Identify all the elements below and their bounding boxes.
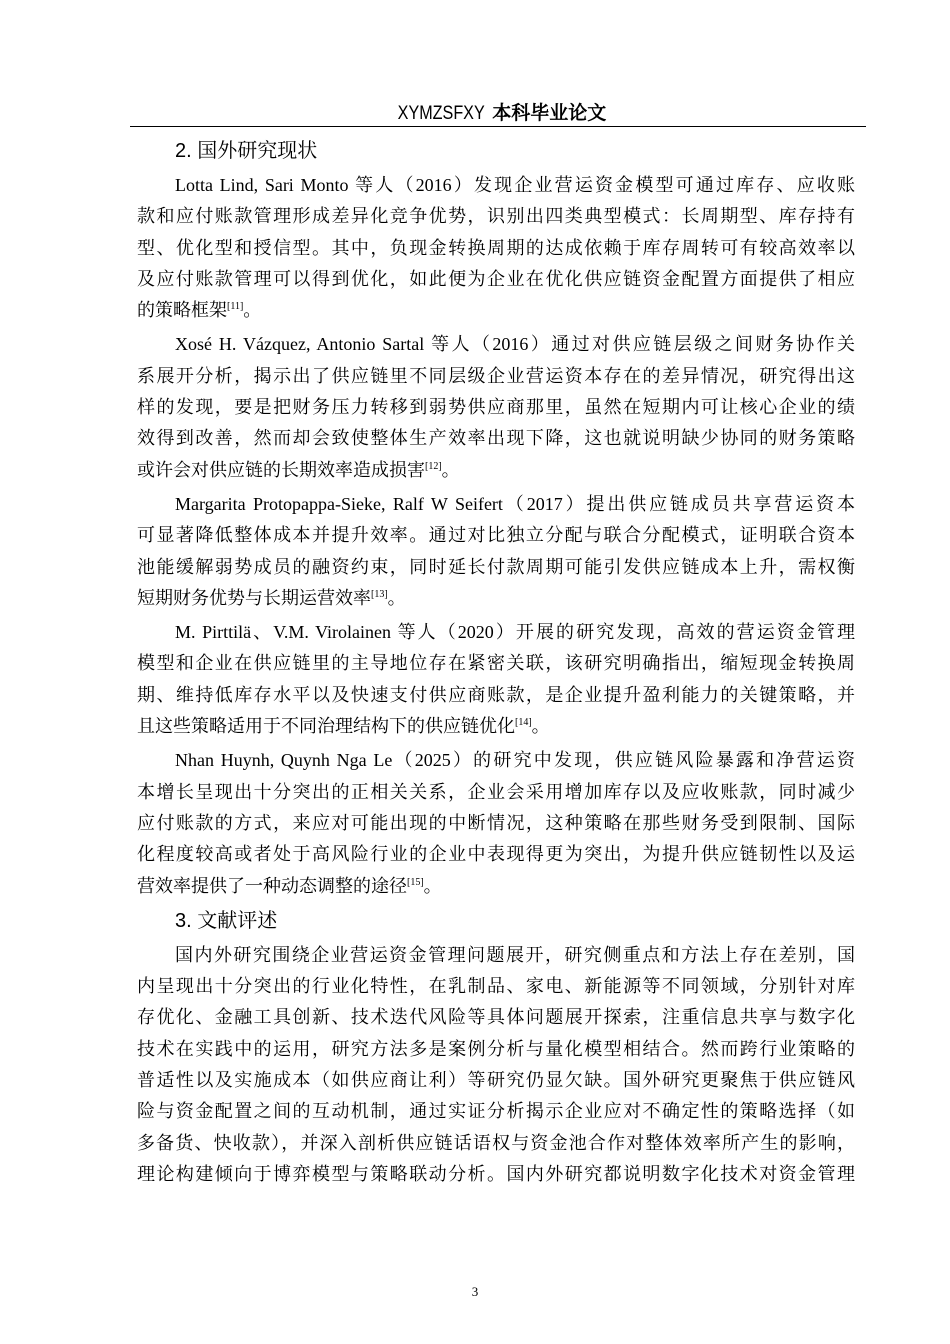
citation-ref: [12] (425, 460, 442, 472)
line-text: Margarita Protopappa-Sieke, Ralf W Seifert（2017）提出供应链成员共享营运资本 (175, 493, 855, 514)
text-line (137, 1034, 855, 1065)
text-line (137, 680, 855, 711)
line-end: 。 (423, 875, 442, 896)
line-text: 池能缓解弱势成员的融资约束，同时延长付款周期可能引发供应链成本上升，需权衡 (137, 556, 855, 577)
text-line (137, 361, 855, 392)
section-heading: 2. 国外研究现状 (175, 140, 318, 162)
line-text: 理论构建倾向于博弈模型与策略联动分析。国内外研究都说明数字化技术对资金管理 (137, 1163, 855, 1184)
text-line (137, 871, 855, 902)
page-number: 3 (471, 1284, 479, 1299)
line-text: 模型和企业在供应链里的主导地位存在紧密关联，该研究明确指出，缩短现金转换周 (137, 653, 855, 674)
paragraph (137, 745, 855, 901)
text-line (137, 971, 855, 1002)
line-text: 险与资金配置之间的互动机制，通过实证分析揭示企业应对不确定性的策略选择（如 (137, 1101, 855, 1122)
line-text: 可显著降低整体成本并提升效率。通过对比独立分配与联合分配模式，证明联合资本 (137, 525, 855, 546)
line-text: 多备货、快收款），并深入剖析供应链话语权与资金池合作对整体效率所产生的影响， (137, 1132, 855, 1153)
paragraph (137, 940, 855, 1190)
line-text: 应付账款的方式，来应对可能出现的中断情况，这种策略在那些财务受到限制、国际 (137, 812, 855, 833)
text-line (137, 1096, 855, 1127)
line-text: 期、维持低库存水平以及快速支付供应商账款，是企业提升盈利能力的关键策略，并 (137, 684, 855, 705)
line-text: 技术在实践中的运用，研究方法多是案例分析与量化模型相结合。然而跨行业策略的 (137, 1038, 855, 1059)
line-text: M. Pirttilä、V.M. Virolainen 等人（2020）开展的研究发现，高效的营运资金管理 (175, 622, 855, 643)
line-text: 的策略框架 (137, 300, 227, 321)
line-end: 。 (441, 459, 460, 480)
text-line (137, 711, 855, 742)
line-text: 系展开分析，揭示出了供应链里不同层级企业营运资本存在的差异情况，研究得出这 (137, 365, 855, 386)
line-text: 存优化、金融工具创新、技术迭代风险等具体问题展开探索，注重信息共享与数字化 (137, 1007, 855, 1028)
text-line (137, 295, 855, 326)
paragraph (137, 489, 855, 614)
text-line (137, 520, 855, 551)
paragraph (137, 329, 855, 485)
line-text: 样的发现，要是把财务压力转移到弱势供应商那里，虽然在短期内可让核心企业的绩 (137, 397, 855, 418)
line-text: 化程度较高或者处于高风险行业的企业中表现得更为突出，为提升供应链韧性以及运 (137, 844, 855, 865)
line-text: 及应付账款管理可以得到优化，如此便为企业在优化供应链资金配置方面提供了相应 (137, 268, 855, 289)
line-text: 型、优化型和授信型。其中，负现金转换周期的达成依赖于库存周转可有较高效率以 (137, 237, 855, 258)
line-end: 。 (387, 587, 406, 608)
line-text: Nhan Huynh, Quynh Nga Le（2025）的研究中发现，供应链风险暴露和净营运资 (175, 750, 855, 771)
text-line (137, 839, 855, 870)
paragraph (137, 617, 855, 742)
text-line (137, 170, 855, 201)
line-text: 短期财务优势与长期运营效率 (137, 587, 371, 608)
header-title: 本科毕业论文 (492, 102, 607, 124)
text-line (137, 583, 855, 614)
line-text: 或许会对供应链的长期效率造成损害 (137, 459, 425, 480)
text-line (137, 745, 855, 776)
line-text: 款和应付账款管理形成差异化竞争优势，识别出四类典型模式：长周期型、库存持有 (137, 206, 855, 227)
text-line (137, 552, 855, 583)
text-line (137, 940, 855, 971)
text-line (137, 777, 855, 808)
line-text: 内呈现出十分突出的行业化特性，在乳制品、家电、新能源等不同领域，分别针对库 (137, 976, 855, 997)
text-line (137, 264, 855, 295)
text-line (137, 455, 855, 486)
text-line (137, 329, 855, 360)
text-line (137, 808, 855, 839)
line-text: Xosé H. Vázquez, Antonio Sartal 等人（2016）通过对供应链层级之间财务协作关 (175, 334, 855, 355)
line-text: Lotta Lind, Sari Monto 等人（2016）发现企业营运资金模型可通过库存、应收账 (175, 175, 855, 195)
citation-ref: [13] (371, 588, 388, 600)
line-text: 国内外研究围绕企业营运资金管理问题展开，研究侧重点和方法上存在差别，国 (175, 944, 855, 965)
text-line (137, 201, 855, 232)
text-line (137, 423, 855, 454)
citation-ref: [15] (407, 876, 424, 888)
section-heading: 3. 文献评述 (175, 909, 278, 932)
text-line (137, 392, 855, 423)
text-line (137, 1159, 855, 1190)
text-line (137, 648, 855, 679)
line-text: 本增长呈现出十分突出的正相关关系，企业会采用增加库存以及应收账款，同时减少 (137, 781, 855, 802)
header-rule (130, 126, 866, 127)
line-text: 普适性以及实施成本（如供应商让利）等研究仍显欠缺。国外研究更聚焦于供应链风 (137, 1070, 855, 1091)
line-end: 。 (531, 716, 550, 737)
line-text: 且这些策略适用于不同治理结构下的供应链优化 (137, 716, 515, 737)
line-text: 效得到改善，然而却会致使整体生产效率出现下降，这也就说明缺少协同的财务策略 (137, 428, 855, 449)
header-school-code: XYMZSFXY (397, 103, 485, 124)
text-line (137, 1065, 855, 1096)
text-line (137, 1002, 855, 1033)
citation-ref: [14] (515, 717, 532, 729)
page-header (130, 100, 866, 127)
line-end: 。 (243, 300, 262, 321)
text-line (137, 1128, 855, 1159)
paragraph (137, 170, 855, 326)
text-line (137, 489, 855, 520)
text-line (137, 233, 855, 264)
document-body (137, 135, 855, 1193)
text-line (137, 617, 855, 648)
line-text: 营效率提供了一种动态调整的途径 (137, 875, 407, 896)
citation-ref: [11] (227, 301, 244, 313)
